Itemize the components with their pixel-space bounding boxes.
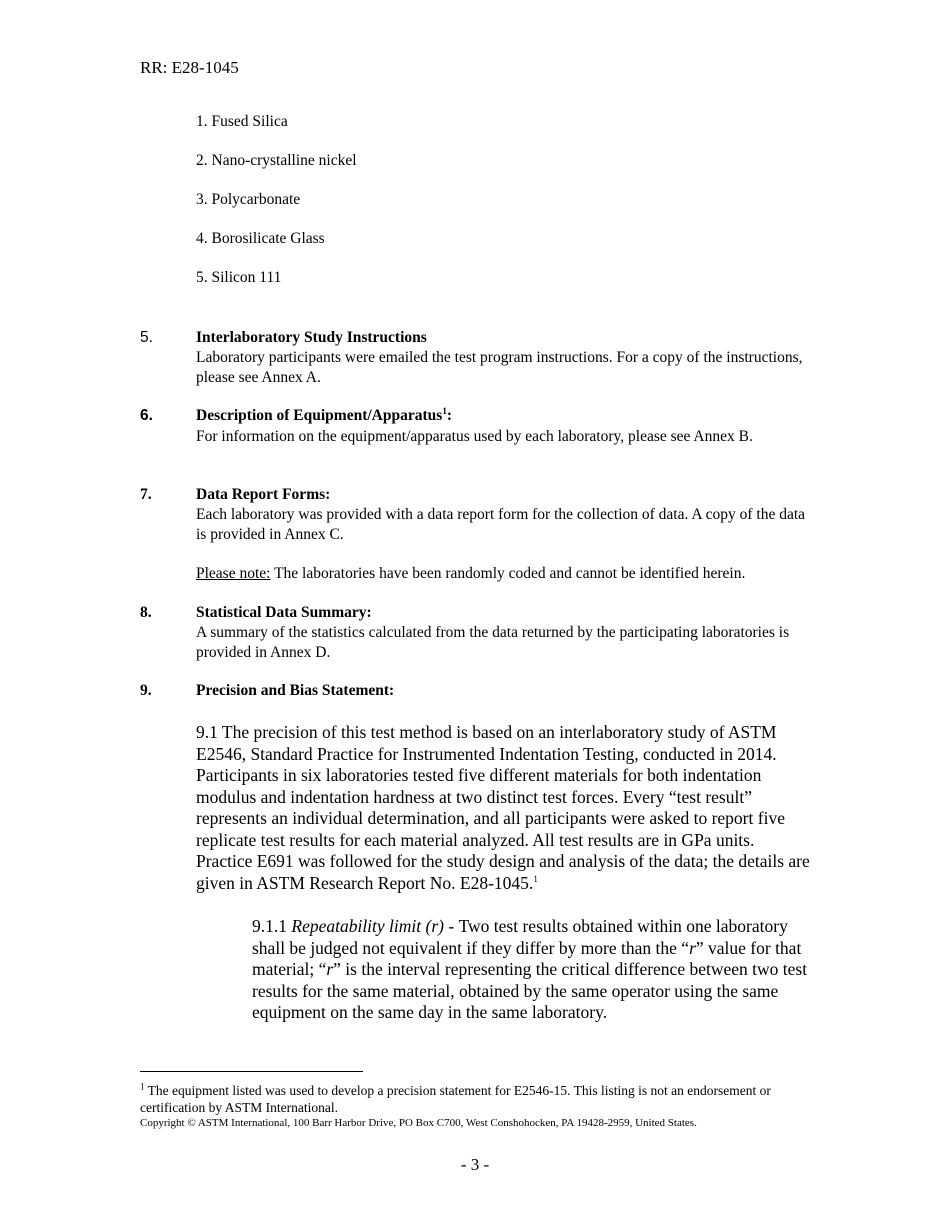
footnote-divider	[140, 1071, 363, 1072]
footnote-mark: 1	[140, 1081, 145, 1092]
section-5-title: Interlaboratory Study Instructions	[196, 329, 427, 346]
material-item: 2. Nano-crystalline nickel	[196, 152, 357, 169]
material-item: 5. Silicon 111	[196, 269, 282, 286]
material-item: 1. Fused Silica	[196, 113, 288, 130]
report-header: RR: E28-1045	[140, 58, 239, 77]
page-number: - 3 -	[460, 1155, 490, 1174]
section-6-body: For information on the equipment/apparatus used by each laboratory, please see Annex B.	[196, 428, 753, 445]
section-8-body: A summary of the statistics calculated from the data returned by the participating laboratories is provided in Annex D.	[196, 624, 790, 661]
section-7-number: 7.	[140, 486, 152, 503]
paragraph-9-1: 9.1 The precision of this test method is based on an interlaboratory study of ASTM E2546, Standard Practice for Instrumented Indentation Testing, conducted in 2014. Participants in six laboratories tested five different materials for both indentation modulus and indentation hardness at two distinct test forces. Every “test result” represents an individual determination, and all participants were asked to report five replicate test results for each material analyzed. All test results are in GPa units. Practice E691 was followed for the study design and analysis of the data; the details are given in ASTM Research Report No. E28-1045.$^1$	[196, 722, 810, 893]
section-7-title: Data Report Forms:	[196, 486, 331, 503]
note-label: Please note:	[196, 565, 271, 582]
paragraph-9-1-1: 9.1.1 Repeatability limit (r) - Two test results obtained within one laboratory shall be judged not equivalent if they differ by more than the “r” value for that material; “r” is the interval representing the critical difference between two test results for the same material, obtained by the same operator using the same equipment on the same day in the same laboratory.	[252, 916, 808, 1022]
section-5-body: Laboratory participants were emailed the test program instructions. For a copy of the instructions, please see Annex A.	[196, 349, 803, 386]
footnote-ref: 1	[442, 405, 447, 416]
section-5-number: 5.	[140, 329, 153, 346]
material-item: 3. Polycarbonate	[196, 191, 301, 208]
section-6-number: 6.	[140, 407, 153, 424]
section-8-number: 8.	[140, 604, 152, 621]
section-9-number: 9.	[140, 682, 152, 699]
section-7-body: Each laboratory was provided with a data report form for the collection of data. A copy of the data is provided in Annex C.	[196, 506, 806, 543]
repeatability-term: Repeatability limit (r)	[291, 916, 444, 936]
material-item: 4. Borosilicate Glass	[196, 230, 325, 247]
footnote: $^1$ The equipment listed was used to develop a precision statement for E2546-15. This listing is not an endorsement or certification by ASTM International.	[140, 1081, 771, 1115]
section-6-title: Description of Equipment/Apparatus$^1$:	[196, 405, 452, 424]
footnote-ref: 1	[533, 873, 538, 884]
copyright-notice: Copyright © ASTM International, 100 Barr Harbor Drive, PO Box C700, West Conshohocken, PA 19428-2959, United States.	[140, 1117, 697, 1129]
section-8-title: Statistical Data Summary:	[196, 604, 372, 621]
section-9-title: Precision and Bias Statement:	[196, 682, 395, 699]
section-7-note: Please note: The laboratories have been randomly coded and cannot be identified herein.	[196, 565, 746, 582]
